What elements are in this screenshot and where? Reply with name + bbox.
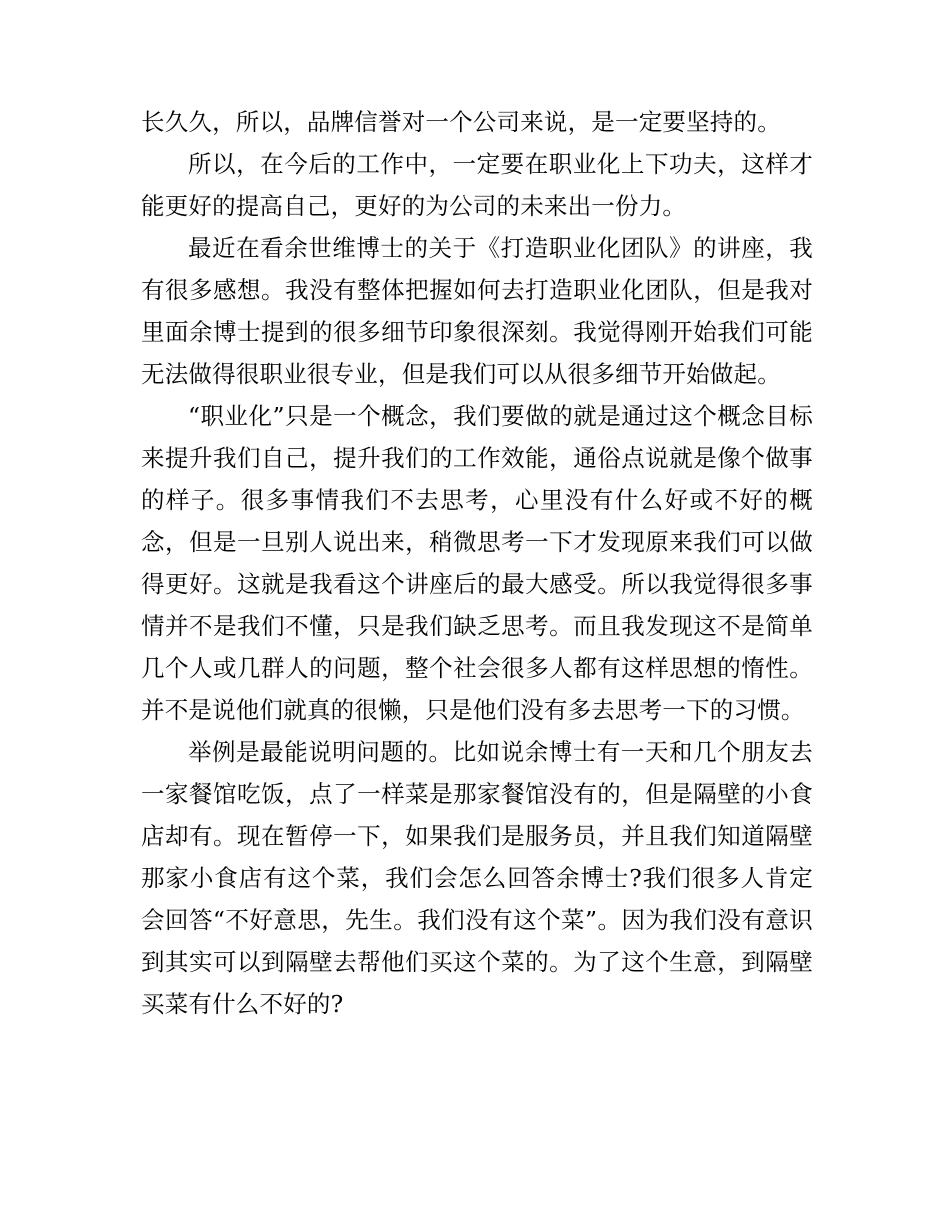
paragraph-4: “职业化”只是一个概念，我们要做的就是通过这个概念目标来提升我们自己，提升我们的工作效能，通俗点说就是像个做事的样子。很多事情我们不去思考，心里没有什么好或不好的概念，但是一旦别人说出来，稍微思考一下才发现原来我们可以做得更好。这就是我看这个讲座后的最大感受。所以我觉得很多事情并不是我们不懂，只是我们缺乏思考。而且我发现这不是简单几个人或几群人的问题，整个社会很多人都有这样思想的惰性。并不是说他们就真的很懒，只是他们没有多去思考一下的习惯。 bbox=[141, 402, 813, 724]
paragraph-5: 举例是最能说明问题的。比如说余博士有一天和几个朋友去一家餐馆吃饭，点了一样菜是那家餐馆没有的，但是隔壁的小食店却有。现在暂停一下，如果我们是服务员，并且我们知道隔壁那家小食店有这个菜，我们会怎么回答余博士?我们很多人肯定会回答“不好意思，先生。我们没有这个菜”。因为我们没有意识到其实可以到隔壁去帮他们买这个菜的。为了这个生意，到隔壁买菜有什么不好的? bbox=[141, 738, 813, 1018]
paragraph-1: 长久久，所以，品牌信誉对一个公司来说，是一定要坚持的。 bbox=[141, 108, 781, 136]
paragraph-3: 最近在看余世维博士的关于《打造职业化团队》的讲座，我有很多感想。我没有整体把握如何去打造职业化团队，但是我对里面余博士提到的很多细节印象很深刻。我觉得刚开始我们可能无法做得很职业很专业，但是我们可以从很多细节开始做起。 bbox=[141, 234, 813, 388]
document-body bbox=[141, 101, 813, 1025]
paragraph-2: 所以，在今后的工作中，一定要在职业化上下功夫，这样才能更好的提高自己，更好的为公司的未来出一份力。 bbox=[141, 150, 813, 220]
